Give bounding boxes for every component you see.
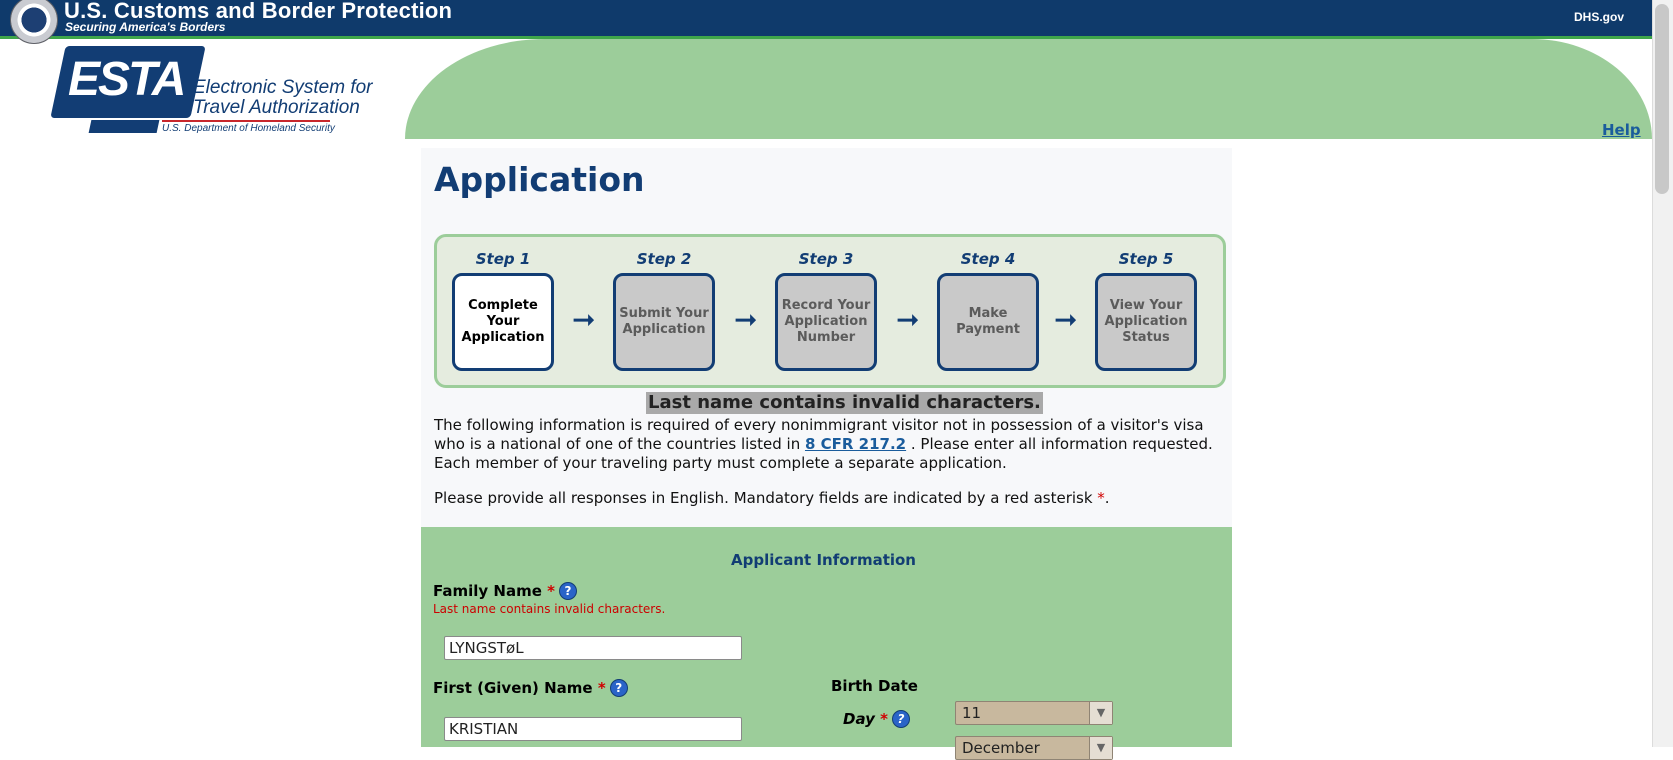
- birth-day-select[interactable]: [955, 701, 1113, 725]
- mandatory-note: [434, 489, 1110, 507]
- required-asterisk: *: [597, 679, 606, 697]
- page-title: Application: [434, 160, 645, 199]
- step-4-box: Make Payment: [937, 273, 1039, 371]
- step-arrow-icon: ➞: [896, 303, 920, 336]
- mandatory-text: Please provide all responses in English. Mandatory fields are indicated by a red asterisk: [434, 489, 1098, 507]
- help-icon[interactable]: ?: [610, 679, 628, 697]
- first-name-input[interactable]: [444, 717, 742, 741]
- birth-day-label-text: Day: [843, 710, 875, 728]
- dhs-seal-icon: [10, 0, 58, 44]
- intro-text-before: The following information is required of every nonimmigrant visitor not in possession of a visitor's visa who is a national of one of the countries listed in: [434, 416, 1204, 453]
- step-arrow-icon: ➞: [572, 303, 596, 336]
- birth-month-value: December: [962, 739, 1040, 757]
- esta-logo-line1: Electronic System for: [193, 77, 373, 98]
- agency-tagline: Securing America's Borders: [65, 20, 226, 34]
- dhs-gov-link[interactable]: DHS.gov: [1573, 10, 1624, 24]
- step-2-box: Submit Your Application: [613, 273, 715, 371]
- help-link[interactable]: Help: [1602, 121, 1641, 139]
- step-3-box: Record Your Application Number: [775, 273, 877, 371]
- step-3-label: Step 3: [798, 250, 854, 268]
- agency-title: U.S. Customs and Border Protection: [64, 0, 453, 23]
- green-banner: [405, 39, 1652, 139]
- step-2-label: Step 2: [636, 250, 692, 268]
- mandatory-asterisk: *: [1097, 489, 1105, 507]
- help-icon[interactable]: ?: [892, 710, 910, 728]
- family-name-input[interactable]: [444, 636, 742, 660]
- esta-logo-underbar: [89, 120, 160, 133]
- birth-day-value: 11: [962, 704, 982, 722]
- first-name-label-text: First (Given) Name: [433, 679, 593, 697]
- applicant-information-heading: Applicant Information: [731, 551, 916, 569]
- family-name-label: [433, 582, 577, 600]
- step-5-box: View Your Application Status: [1095, 273, 1197, 371]
- help-icon[interactable]: ?: [559, 582, 577, 600]
- required-asterisk: *: [547, 582, 555, 600]
- step-1-box: Complete Your Application: [452, 273, 554, 371]
- intro-text-after: . Please enter all information requested. Each member of your traveling party must complete a separate application.: [434, 435, 1213, 472]
- family-name-error: Last name contains invalid characters.: [433, 602, 666, 616]
- family-name-label-text: Family Name: [433, 582, 542, 600]
- birth-date-label: Birth Date: [831, 677, 918, 695]
- esta-logo-dept: U.S. Department of Homeland Security: [162, 123, 335, 134]
- chevron-down-icon: ▼: [1089, 737, 1112, 759]
- mandatory-period: .: [1104, 489, 1110, 507]
- birth-month-select[interactable]: [955, 736, 1113, 760]
- step-arrow-icon: ➞: [734, 303, 758, 336]
- esta-logo-line2: Travel Authorization: [193, 97, 360, 118]
- esta-logo-word: ESTA: [68, 53, 185, 106]
- step-1-label: Step 1: [475, 250, 531, 268]
- birth-day-label: [843, 710, 910, 728]
- step-5-label: Step 5: [1118, 250, 1174, 268]
- first-name-label: [433, 679, 628, 697]
- cfr-link[interactable]: 8 CFR 217.2: [804, 435, 907, 453]
- esta-logo-divider: [162, 120, 330, 122]
- required-asterisk: *: [880, 710, 888, 728]
- chevron-down-icon: ▼: [1089, 702, 1112, 724]
- intro-paragraph: [434, 416, 1234, 473]
- step-arrow-icon: ➞: [1054, 303, 1078, 336]
- agency-header-bar: [0, 0, 1652, 39]
- error-summary: Last name contains invalid characters.: [648, 392, 1041, 413]
- step-4-label: Step 4: [960, 250, 1016, 268]
- scrollbar-thumb[interactable]: [1655, 4, 1669, 194]
